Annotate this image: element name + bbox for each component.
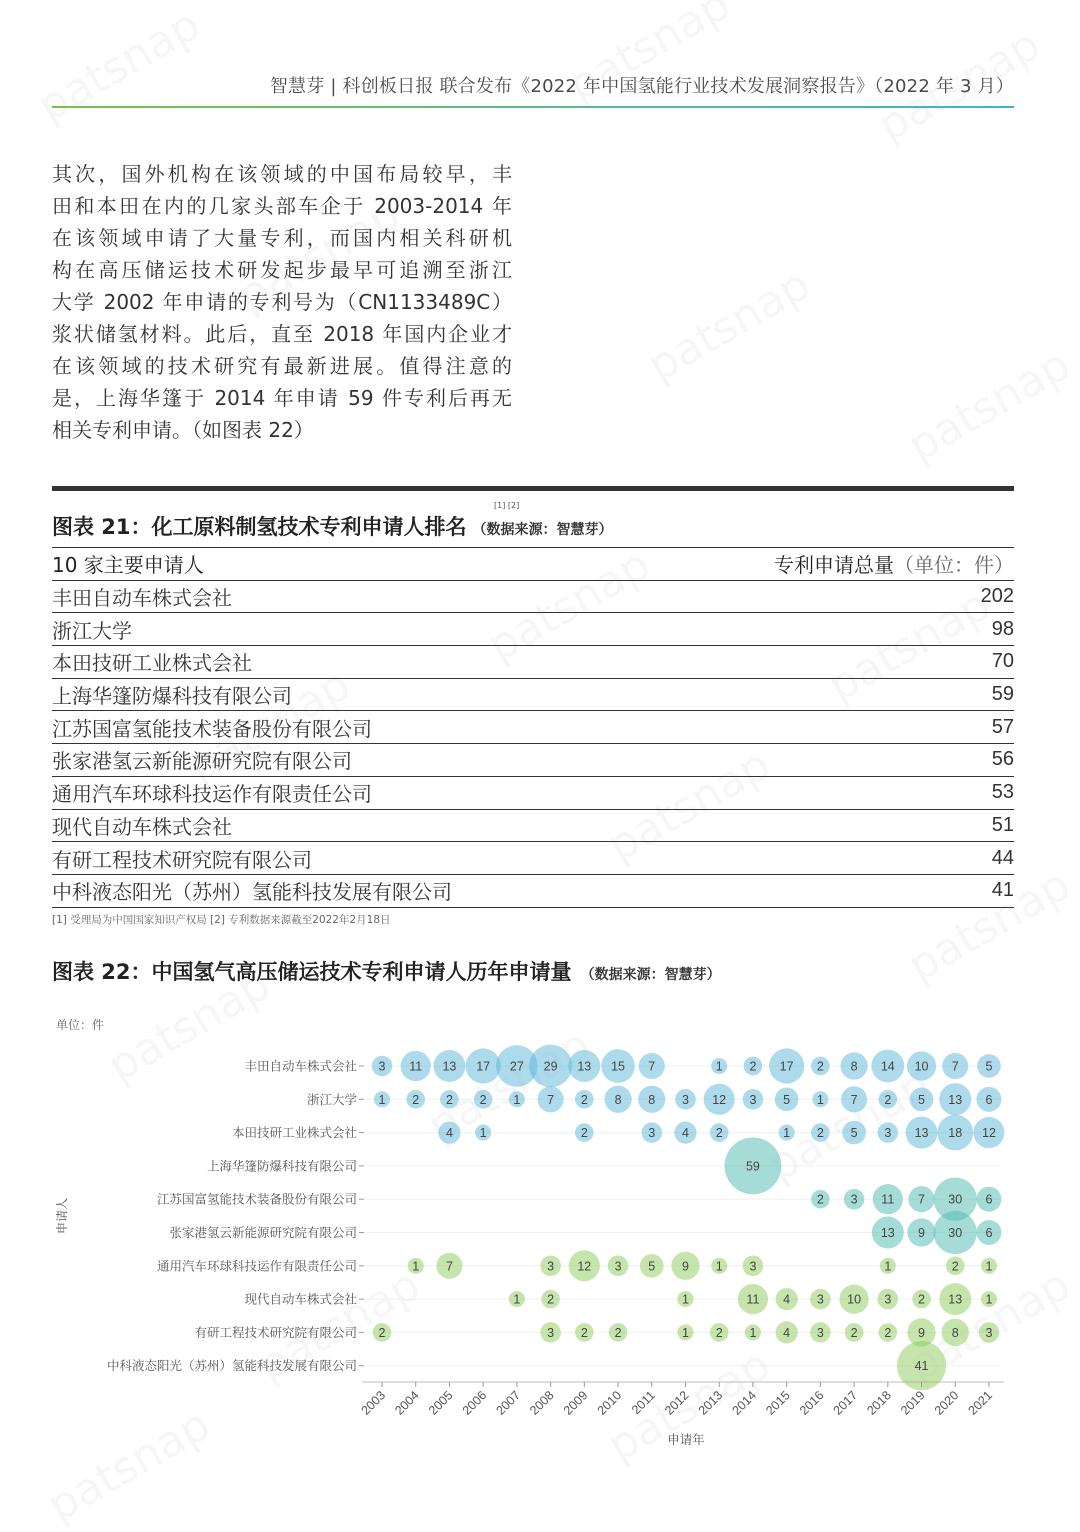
bubble-label: 2 [816,1126,824,1141]
bubble-label: 1 [378,1092,386,1107]
bubble-label: 3 [547,1325,555,1340]
bubble-label: 2 [580,1325,588,1340]
intro-line: 构在高压储运技术研发起步最早可追溯至浙江 [52,258,512,282]
intro-line: 相关专利申请。（如图表 22） [52,418,314,442]
bubble-label: 6 [985,1192,993,1207]
bubble-label: 1 [479,1126,487,1141]
applicant-name: 张家港氢云新能源研究院有限公司 [52,749,352,774]
bubble-label: 7 [918,1192,925,1207]
applicant-name: 通用汽车环球科技运作有限责任公司 [52,782,372,807]
bubble-label: 5 [985,1059,993,1074]
x-tick-label: 2004 [392,1388,422,1418]
x-axis-title: 申请年 [667,1432,705,1447]
bubble-label: 3 [816,1292,824,1307]
bubble-label: 7 [951,1059,959,1074]
bubble-label: 1 [513,1092,521,1107]
y-tick-label: 上海华篷防爆科技有限公司 [206,1158,357,1174]
bubble-label: 1 [412,1259,420,1274]
bubble-label: 11 [746,1292,760,1307]
bubble-label: 2 [816,1192,824,1207]
table-header-name: 10 家主要申请人 [52,553,204,578]
bubble-label: 3 [648,1126,656,1141]
chart-22-title-main: 图表 22：中国氢气高压储运技术专利申请人历年申请量 [52,960,572,984]
bubble-label: 15 [611,1059,625,1074]
bubble-label: 1 [816,1092,824,1107]
x-tick-label: 2005 [425,1388,456,1418]
x-tick-label: 2011 [628,1388,658,1418]
bubble-label: 11 [409,1059,423,1074]
bubble-label: 18 [948,1126,963,1141]
bubble-label: 1 [985,1292,993,1307]
applicant-total: 57 [991,715,1014,738]
intro-line: 田和本田在内的几家头部车企于 2003-2014 年 [52,194,512,218]
bubble-label: 2 [445,1092,453,1107]
applicant-name: 上海华篷防爆科技有限公司 [52,684,292,709]
applicant-name: 本田技研工业株式会社 [52,651,252,676]
bubble-label: 13 [914,1126,929,1141]
bubble-label: 4 [682,1126,689,1141]
bubble-label: 2 [715,1325,723,1340]
bubble-label: 2 [479,1092,487,1107]
y-tick-label: 本田技研工业株式会社 [231,1125,357,1141]
bubble-label: 8 [648,1092,656,1107]
bubble-label: 27 [509,1059,524,1074]
bubble-label: 2 [614,1325,622,1340]
x-tick-label: 2021 [965,1388,996,1418]
table-header-unit: （单位：件） [894,553,1014,578]
intro-line: 是，上海华篷于 2014 年申请 59 件专利后再无 [52,386,512,410]
bubble-label: 3 [749,1259,757,1274]
bubble-label: 7 [445,1259,453,1274]
bubble-label: 12 [982,1126,996,1141]
bubble-label: 2 [884,1325,892,1340]
bubble-label: 6 [985,1092,993,1107]
y-tick-label: 现代自动车株式会社 [244,1291,357,1307]
applicant-name: 有研工程技术研究院有限公司 [52,847,312,872]
bubble-label: 59 [745,1159,760,1174]
x-tick-label: 2014 [729,1388,760,1418]
applicant-total: 56 [991,748,1014,771]
bubble-label: 3 [850,1192,858,1207]
bubble-label: 30 [948,1226,963,1240]
intro-line: 在该领域申请了大量专利，而国内相关科研机 [52,226,512,250]
bubble-label: 1 [715,1259,723,1274]
bubble-label: 12 [577,1259,592,1274]
bubble-label: 5 [783,1092,791,1107]
report-header: 智慧芽 | 科创板日报 联合发布《2022 年中国氢能行业技术发展洞察报告》（2022 年 3 月） [269,76,1014,97]
bubble-label: 9 [918,1325,925,1340]
bubble-label: 3 [884,1292,892,1307]
bubble-label: 3 [884,1126,892,1141]
x-tick-label: 2015 [763,1388,793,1418]
bubble-label: 11 [881,1192,895,1207]
x-tick-label: 2009 [560,1388,591,1418]
bubble-label: 2 [918,1292,925,1307]
bubble-label: 1 [682,1325,689,1340]
bubble-label: 7 [648,1059,656,1074]
bubble-label: 7 [850,1092,858,1107]
applicant-total: 51 [991,813,1014,836]
bubble-label: 9 [682,1259,689,1274]
bubble-label: 1 [884,1259,892,1274]
y-tick-label: 丰田自动车株式会社 [244,1058,357,1074]
bubble-label: 3 [547,1259,555,1274]
x-tick-label: 2019 [898,1388,928,1418]
applicant-total: 53 [991,781,1014,804]
applicant-name: 江苏国富氢能技术装备股份有限公司 [52,716,372,741]
bubble-label: 5 [850,1126,858,1141]
y-tick-label: 江苏国富氢能技术装备股份有限公司 [156,1191,357,1207]
chart-22-title-source: （数据来源：智慧芽） [580,967,721,983]
bubble-label: 30 [948,1192,963,1207]
x-tick-label: 2013 [695,1388,726,1418]
bubble-label: 4 [783,1292,791,1307]
bubble-label: 2 [412,1092,420,1107]
bubble-label: 13 [442,1059,457,1074]
bubble-label: 3 [614,1259,622,1274]
bubble-label: 41 [914,1359,929,1374]
bubble-label: 4 [445,1126,453,1141]
bubble-label: 17 [476,1059,491,1074]
bubble-label: 17 [779,1059,794,1074]
applicant-total: 59 [991,683,1014,706]
bubble-label: 2 [816,1059,824,1074]
bubble-label: 3 [682,1092,689,1107]
x-tick-label: 2018 [864,1388,894,1418]
bubble-label: 14 [880,1059,895,1074]
x-tick-label: 2020 [931,1388,962,1418]
intro-line: 大学 2002 年申请的专利号为（CN1133489C） [52,290,512,314]
y-axis-title: 申请人 [55,1197,69,1235]
table-title-superscript: [1] [2] [494,501,520,510]
bubble-label: 1 [715,1059,723,1074]
bubble-label: 10 [914,1059,929,1074]
bubble-label: 12 [712,1092,727,1107]
y-tick-label: 张家港氢云新能源研究院有限公司 [169,1225,357,1240]
x-tick-label: 2006 [459,1388,490,1418]
y-tick-label: 浙江大学 [306,1091,357,1107]
bubble-label: 3 [378,1059,386,1074]
bubble-label: 2 [715,1126,723,1141]
bubble-label: 10 [847,1292,862,1307]
bubble-label: 2 [951,1259,959,1274]
bubble-label: 8 [614,1092,622,1107]
x-tick-label: 2010 [594,1388,625,1418]
bubble-label: 1 [749,1325,757,1340]
bubble-label: 1 [783,1126,791,1141]
bubble-label: 3 [816,1325,824,1340]
intro-line: 在该领域的技术研究有最新进展。值得注意的 [52,354,512,378]
bubble-label: 3 [749,1092,757,1107]
intro-line: 浆状储氢材料。此后，直至 2018 年国内企业才 [52,322,512,346]
applicant-name: 中科液态阳光（苏州）氢能科技发展有限公司 [52,880,452,905]
bubble-label: 13 [577,1059,592,1074]
applicant-total: 98 [991,617,1014,640]
bubble-label: 2 [580,1092,588,1107]
x-tick-label: 2017 [830,1388,861,1418]
applicant-total: 70 [991,650,1014,673]
bubble-label: 7 [547,1092,555,1107]
bubble-label: 2 [580,1126,588,1141]
y-tick-label: 中科液态阳光（苏州）氢能科技发展有限公司 [106,1358,357,1374]
y-tick-label: 通用汽车环球科技运作有限责任公司 [156,1258,357,1274]
applicant-total: 202 [980,585,1014,608]
x-tick-label: 2012 [662,1388,692,1418]
table-title-source: （数据来源：智慧芽） [472,522,613,538]
bubble-label: 8 [850,1059,858,1074]
bubble-label: 9 [918,1226,925,1240]
bubble-label: 2 [749,1059,757,1074]
table-header-value: 专利申请总量 [774,553,894,578]
bubble-label: 1 [985,1259,993,1274]
bubble-label: 3 [985,1325,993,1340]
bubble-label: 2 [547,1292,555,1307]
applicant-total: 41 [991,879,1014,902]
bubble-label: 1 [682,1292,689,1307]
table-footnote: [1] 受理局为中国国家知识产权局 [2] 专利数据来源截至2022年2月18日 [52,913,391,926]
bubble-label: 6 [985,1226,993,1240]
bubble-label: 2 [884,1092,892,1107]
bubble-label: 8 [951,1325,959,1340]
applicant-total: 44 [991,846,1014,869]
bubble-label: 29 [543,1059,558,1074]
bubble-label: 1 [513,1292,521,1307]
applicant-name: 浙江大学 [52,618,132,643]
bubble-label: 2 [850,1325,858,1340]
bubble-label: 2 [378,1325,386,1340]
bubble-label: 4 [783,1325,791,1340]
chart-unit-label: 单位：件 [56,1018,105,1032]
y-tick-label: 有研工程技术研究院有限公司 [194,1324,357,1340]
bubble-label: 13 [880,1226,895,1240]
bubble-label: 13 [948,1292,963,1307]
applicant-name: 现代自动车株式会社 [52,814,232,839]
x-tick-label: 2007 [493,1388,524,1418]
bubble-label: 13 [948,1092,963,1107]
bubble-label: 5 [918,1092,925,1107]
table-title-main: 图表 21：化工原料制氢技术专利申请人排名 [52,515,467,539]
applicant-name: 丰田自动车株式会社 [52,586,232,611]
x-tick-label: 2003 [358,1388,389,1418]
x-tick-label: 2008 [527,1388,557,1418]
x-tick-label: 2016 [796,1388,827,1418]
intro-line: 其次，国外机构在该领域的中国布局较早，丰 [52,162,512,186]
bubble-label: 5 [648,1259,656,1274]
